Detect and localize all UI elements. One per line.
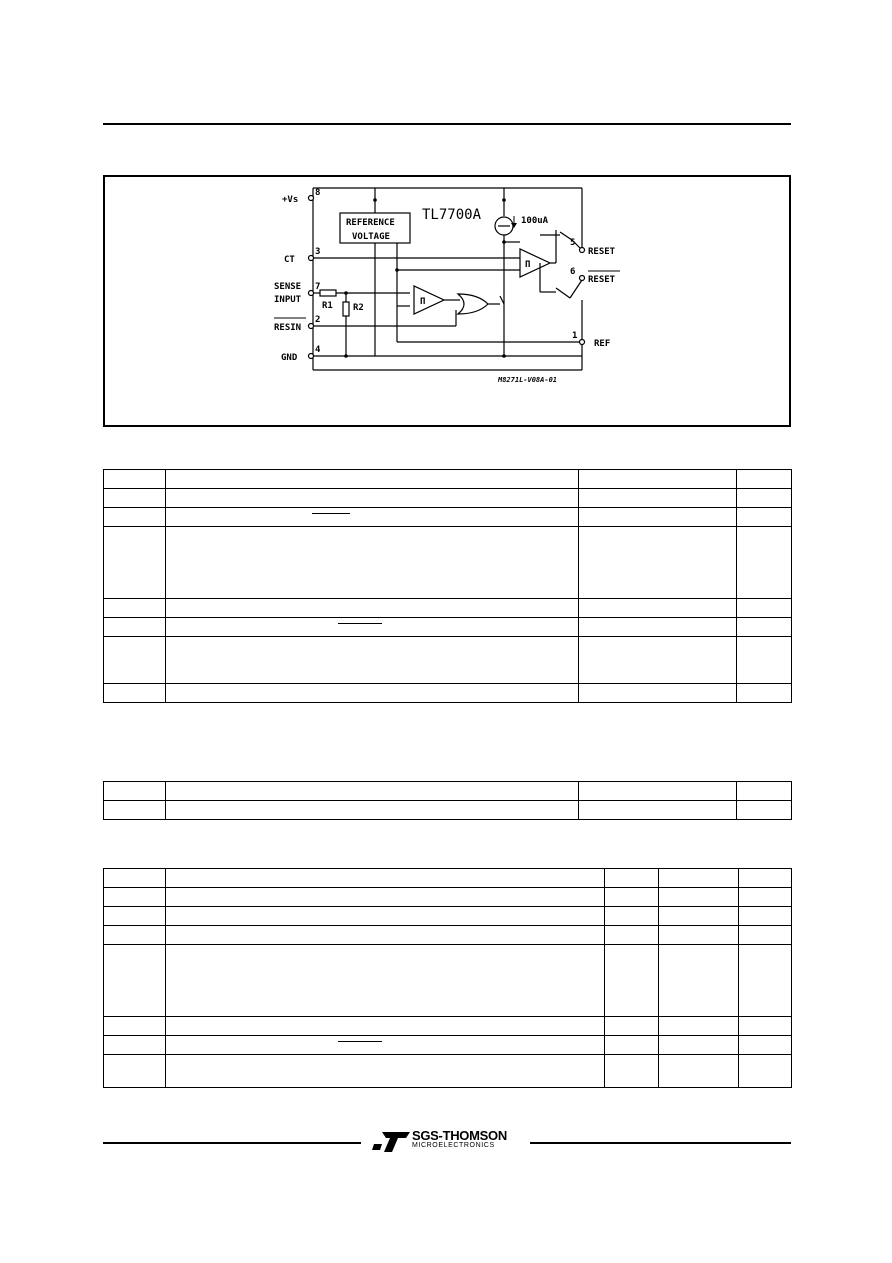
table-row <box>104 1036 792 1055</box>
reference-label-2: VOLTAGE <box>352 232 390 242</box>
pin-resin-label: RESIN <box>274 323 302 333</box>
table-row <box>104 470 792 489</box>
overline-mark <box>338 623 382 624</box>
pin-number-reset-bar: 6 <box>570 267 576 277</box>
r1-resistor <box>320 290 336 296</box>
table-row <box>104 508 792 527</box>
table-1 <box>103 469 792 703</box>
table-row <box>104 527 792 599</box>
r1-label: R1 <box>322 301 333 311</box>
pin-ref-label: REF <box>594 339 611 349</box>
chip-title: TL7700A <box>422 207 482 223</box>
pin-number-vs: 8 <box>315 188 321 198</box>
logo-name: SGS-THOMSON <box>412 1128 507 1143</box>
table-row <box>104 945 792 1017</box>
output-comparator-symbol: Π <box>525 260 531 270</box>
table-row <box>104 782 792 801</box>
pin-vs-label: +Vs <box>282 195 299 205</box>
pin-reset-bar-label: RESET <box>588 275 616 285</box>
table-row <box>104 907 792 926</box>
table-row <box>104 1017 792 1036</box>
table-row <box>104 637 792 684</box>
pin-number-reset: 5 <box>570 238 576 248</box>
input-comparator-icon <box>414 286 444 314</box>
r2-label: R2 <box>353 303 364 313</box>
company-logo <box>368 1128 528 1154</box>
footer-rule-left <box>103 1142 361 1144</box>
st-logo-icon <box>372 1130 412 1154</box>
pin-number-gnd: 4 <box>315 345 321 355</box>
overline-mark <box>312 513 350 514</box>
table-row <box>104 489 792 508</box>
footer-rule-right <box>530 1142 791 1144</box>
current-source-label: 100uA <box>521 216 549 226</box>
table-row <box>104 1055 792 1088</box>
reference-label-1: REFERENCE <box>346 218 395 228</box>
pin-sense-label: SENSE <box>274 282 302 292</box>
table-row <box>104 684 792 703</box>
table-3 <box>103 868 792 1088</box>
table-row <box>104 869 792 888</box>
pin-number-sense: 7 <box>315 282 321 292</box>
table-2 <box>103 781 792 820</box>
r2-resistor <box>343 302 349 316</box>
logo-subtitle: MICROELECTRONICS <box>412 1142 495 1149</box>
pin-number-ref: 1 <box>572 331 578 341</box>
pin-number-resin: 2 <box>315 315 321 325</box>
overline-mark <box>338 1041 382 1042</box>
table-row <box>104 599 792 618</box>
table-row <box>104 888 792 907</box>
table-row <box>104 618 792 637</box>
figure-code: M8271L-V08A-01 <box>498 376 558 384</box>
pin-ct-label: CT <box>284 255 295 265</box>
table-row <box>104 801 792 820</box>
pin-input-label: INPUT <box>274 295 302 305</box>
pin-reset-label: RESET <box>588 247 616 257</box>
input-comparator-symbol: Π <box>420 297 426 307</box>
or-gate-icon <box>458 294 488 314</box>
pin-number-ct: 3 <box>315 247 321 257</box>
pin-gnd-label: GND <box>281 353 298 363</box>
table-row <box>104 926 792 945</box>
